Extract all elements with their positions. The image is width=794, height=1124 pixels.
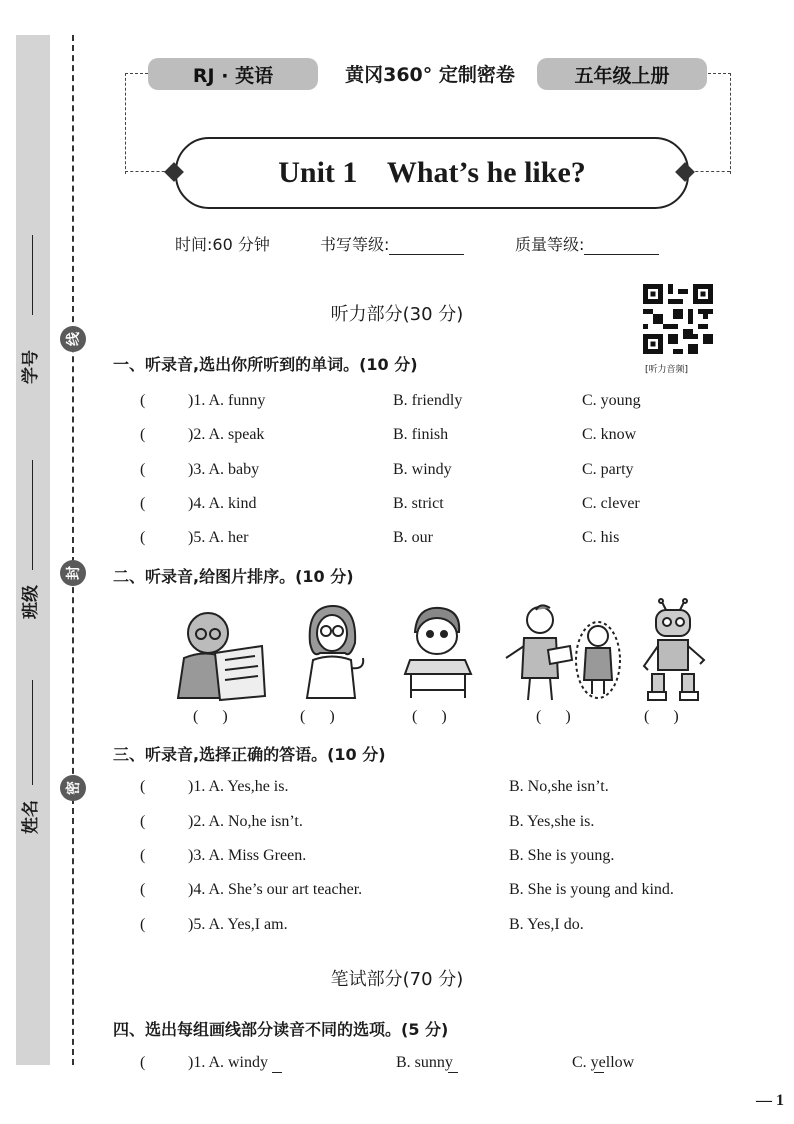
- part3-row: [140, 778, 145, 796]
- unit-title: Unit 1 What’s he like?: [278, 156, 586, 189]
- header-frame-right-bottom: [690, 171, 730, 172]
- writing-grade-blank[interactable]: [389, 236, 464, 255]
- quality-grade: [515, 232, 659, 255]
- answer-paren[interactable]: (: [140, 881, 146, 898]
- part1-option-b: B. finish: [393, 426, 449, 443]
- answer-paren[interactable]: (: [140, 461, 146, 478]
- part1-row: [140, 392, 145, 410]
- part1-row: [140, 529, 145, 547]
- answer-paren[interactable]: (: [140, 426, 146, 443]
- writing-grade: [320, 232, 464, 255]
- writing-grade-label: 书写等级:: [320, 235, 390, 254]
- time-label: 时间:60 分钟: [175, 235, 270, 254]
- part3-option-a: )1. A. Yes,he is.: [188, 778, 289, 795]
- class-line: [32, 460, 33, 570]
- part1-option-c: C. his: [582, 529, 620, 546]
- teacher-and-student-icon: [500, 598, 625, 703]
- part1-option-c: C. clever: [582, 495, 640, 512]
- answer-paren[interactable]: (: [140, 1054, 146, 1071]
- part3-option-a: )2. A. No,he isn’t.: [188, 813, 303, 830]
- part3-option-b: B. No,she isn’t.: [509, 778, 609, 795]
- part1-option-a: )3. A. baby: [188, 461, 260, 478]
- unit-title-banner: [175, 137, 689, 209]
- part4-option-a: )1. A. windy: [188, 1054, 268, 1071]
- part1-option-c: C. party: [582, 461, 634, 478]
- part1-option-a: )2. A. speak: [188, 426, 265, 443]
- part4-option-b: B. sunny: [396, 1054, 453, 1071]
- seal-line-mark: 线: [60, 326, 86, 352]
- student-id-field: [16, 330, 50, 590]
- part2-title: 二、听录音,给图片排序。(10 分): [113, 567, 354, 586]
- part4-option-c: C. yellow: [572, 1054, 635, 1071]
- part3-option-a: )4. A. She’s our art teacher.: [188, 881, 363, 898]
- part1-option-a: )1. A. funny: [188, 392, 266, 409]
- woman-with-glasses-icon: [295, 598, 370, 703]
- name-line: [32, 680, 33, 785]
- part3-option-b: B. Yes,she is.: [509, 813, 595, 830]
- quality-grade-label: 质量等级:: [515, 235, 585, 254]
- underline-mark: [594, 1072, 604, 1073]
- part4-title: 四、选出每组画线部分读音不同的选项。(5 分): [113, 1020, 449, 1039]
- part3-option-b: B. She is young.: [509, 847, 615, 864]
- answer-paren[interactable]: (: [140, 813, 146, 830]
- header-frame-right: [708, 73, 731, 174]
- part3-option-a: )3. A. Miss Green.: [188, 847, 307, 864]
- picture-3-blank[interactable]: ( ): [412, 708, 447, 725]
- underline-mark: [448, 1072, 458, 1073]
- part1-row: [140, 461, 145, 479]
- part3-row: [140, 881, 145, 899]
- part3-row: [140, 916, 145, 934]
- picture-2-blank[interactable]: ( ): [300, 708, 335, 725]
- written-section-title: 笔试部分(70 分): [330, 969, 464, 990]
- part3-option-b: B. Yes,I do.: [509, 916, 584, 933]
- part3-row: [140, 847, 145, 865]
- answer-paren[interactable]: (: [140, 495, 146, 512]
- part1-option-c: C. young: [582, 392, 641, 409]
- part1-title: 一、听录音,选出你所听到的单词。(10 分): [113, 355, 418, 374]
- header-frame-left: [125, 73, 148, 174]
- part1-option-b: B. strict: [393, 495, 444, 512]
- boy-at-desk-icon: [395, 602, 480, 702]
- seal-seal-mark: 封: [60, 560, 86, 586]
- picture-1-blank[interactable]: ( ): [193, 708, 228, 725]
- underline-mark: [272, 1072, 282, 1073]
- subject-pill: RJ · 英语: [148, 58, 318, 90]
- part1-option-b: B. windy: [393, 461, 452, 478]
- cut-line: [72, 35, 74, 1065]
- part1-row: [140, 495, 145, 513]
- quality-grade-blank[interactable]: [584, 236, 659, 255]
- part3-row: [140, 813, 145, 831]
- seal-mi-mark: 密: [60, 775, 86, 801]
- name-field: [16, 800, 50, 1060]
- qr-caption: [听力音频]: [645, 365, 689, 375]
- picture-5-blank[interactable]: ( ): [644, 708, 679, 725]
- part1-option-a: )4. A. kind: [188, 495, 257, 512]
- student-id-label: 学号: [21, 350, 41, 384]
- picture-4-blank[interactable]: ( ): [536, 708, 571, 725]
- robot-icon: [638, 598, 710, 703]
- part4-row: [140, 1054, 145, 1072]
- class-label: 班级: [21, 585, 41, 619]
- part3-title: 三、听录音,选择正确的答语。(10 分): [113, 745, 386, 764]
- brand-title: 黄冈360° 定制密卷: [345, 64, 515, 86]
- part1-row: [140, 426, 145, 444]
- answer-paren[interactable]: (: [140, 529, 146, 546]
- part1-option-b: B. our: [393, 529, 433, 546]
- part1-option-c: C. know: [582, 426, 637, 443]
- grade-pill: 五年级上册: [537, 58, 707, 90]
- page-number: — 1: [756, 1092, 784, 1109]
- part3-option-a: )5. A. Yes,I am.: [188, 916, 288, 933]
- listening-section-title: 听力部分(30 分): [330, 304, 464, 325]
- answer-paren[interactable]: (: [140, 778, 146, 795]
- part1-option-b: B. friendly: [393, 392, 463, 409]
- part1-option-a: )5. A. her: [188, 529, 249, 546]
- old-man-reading-newspaper-icon: [170, 598, 270, 703]
- name-label: 姓名: [21, 800, 41, 834]
- answer-paren[interactable]: (: [140, 916, 146, 933]
- answer-paren[interactable]: (: [140, 847, 146, 864]
- answer-paren[interactable]: (: [140, 392, 146, 409]
- part3-option-b: B. She is young and kind.: [509, 881, 674, 898]
